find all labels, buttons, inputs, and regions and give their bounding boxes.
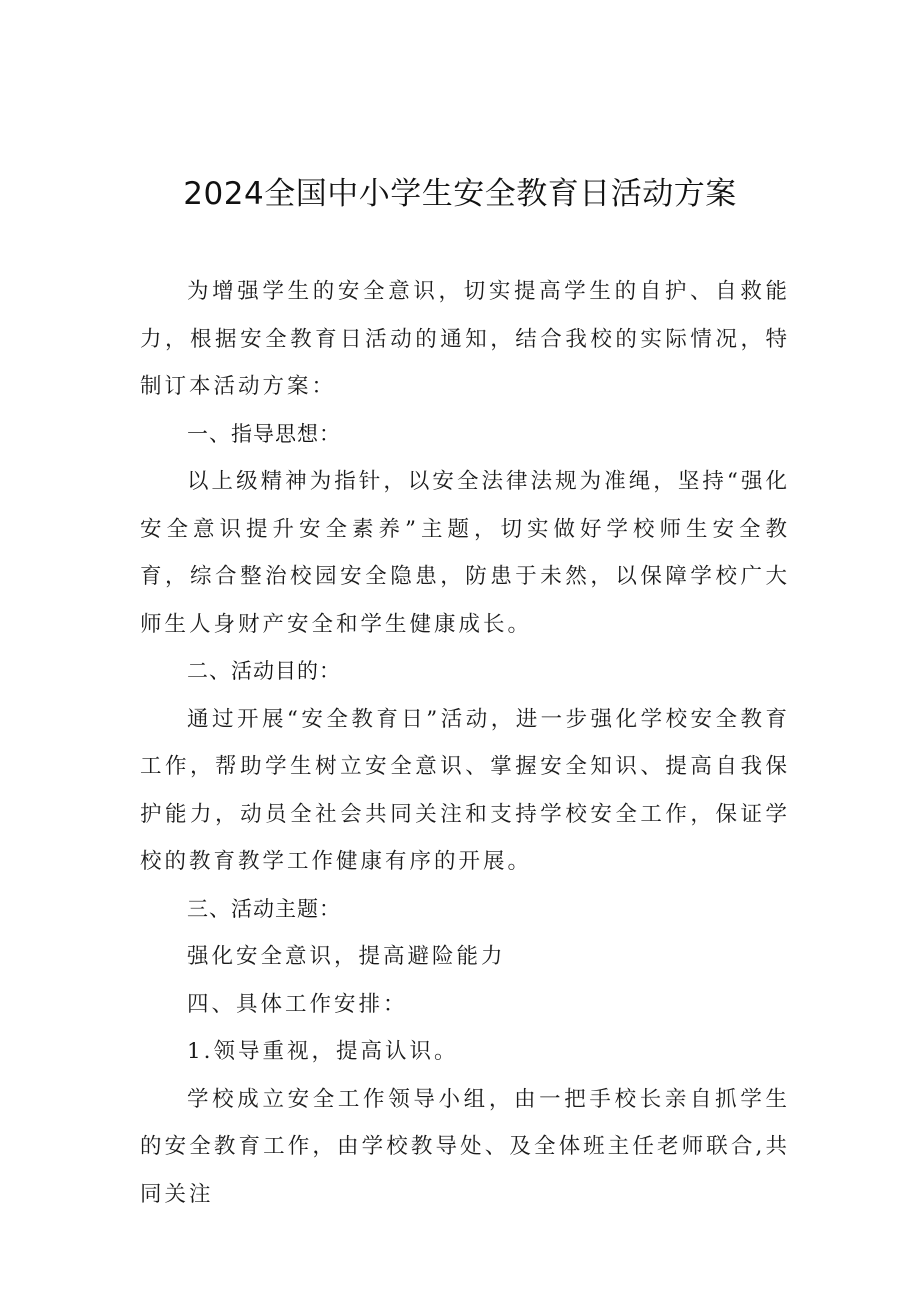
guiding-ideology-paragraph: 以上级精神为指针，以安全法律法规为准绳，坚持“强化安全意识提升安全素养”主题，切实做好学校师生安全教育，综合整治校园安全隐患，防患于未然，以保障学校广大师生人身财产安全和学生健康成长。 — [140, 469, 790, 637]
document-title: 2024全国中小学生安全教育日活动方案 — [183, 176, 737, 212]
intro-paragraph: 为增强学生的安全意识，切实提高学生的自护、自救能力，根据安全教育日活动的通知，结合我校的实际情况，特制订本活动方案： — [140, 279, 790, 399]
document-body — [140, 268, 790, 1218]
activity-theme-paragraph: 强化安全意识，提高避险能力 — [187, 944, 506, 969]
section-heading-guiding-ideology: 一、指导思想： — [187, 421, 341, 446]
leadership-paragraph: 学校成立安全工作领导小组，由一把手校长亲自抓学生的安全教育工作，由学校教导处、及全体班主任老师联合,共同关注 — [140, 1086, 790, 1207]
subsection-leadership: 1.领导重视，提高认识。 — [187, 1039, 459, 1064]
section-heading-activity-theme: 三、活动主题： — [187, 896, 341, 921]
activity-purpose-paragraph: 通过开展“安全教育日”活动，进一步强化学校安全教育工作，帮助学生树立安全意识、掌握安全知识、提高自我保护能力，动员全社会共同关注和支持学校安全工作，保证学校的教育教学工作健康有序的开展。 — [140, 706, 790, 874]
section-heading-activity-purpose: 二、活动目的： — [187, 659, 341, 683]
section-heading-work-arrangement: 四、具体工作安排： — [187, 991, 408, 1017]
